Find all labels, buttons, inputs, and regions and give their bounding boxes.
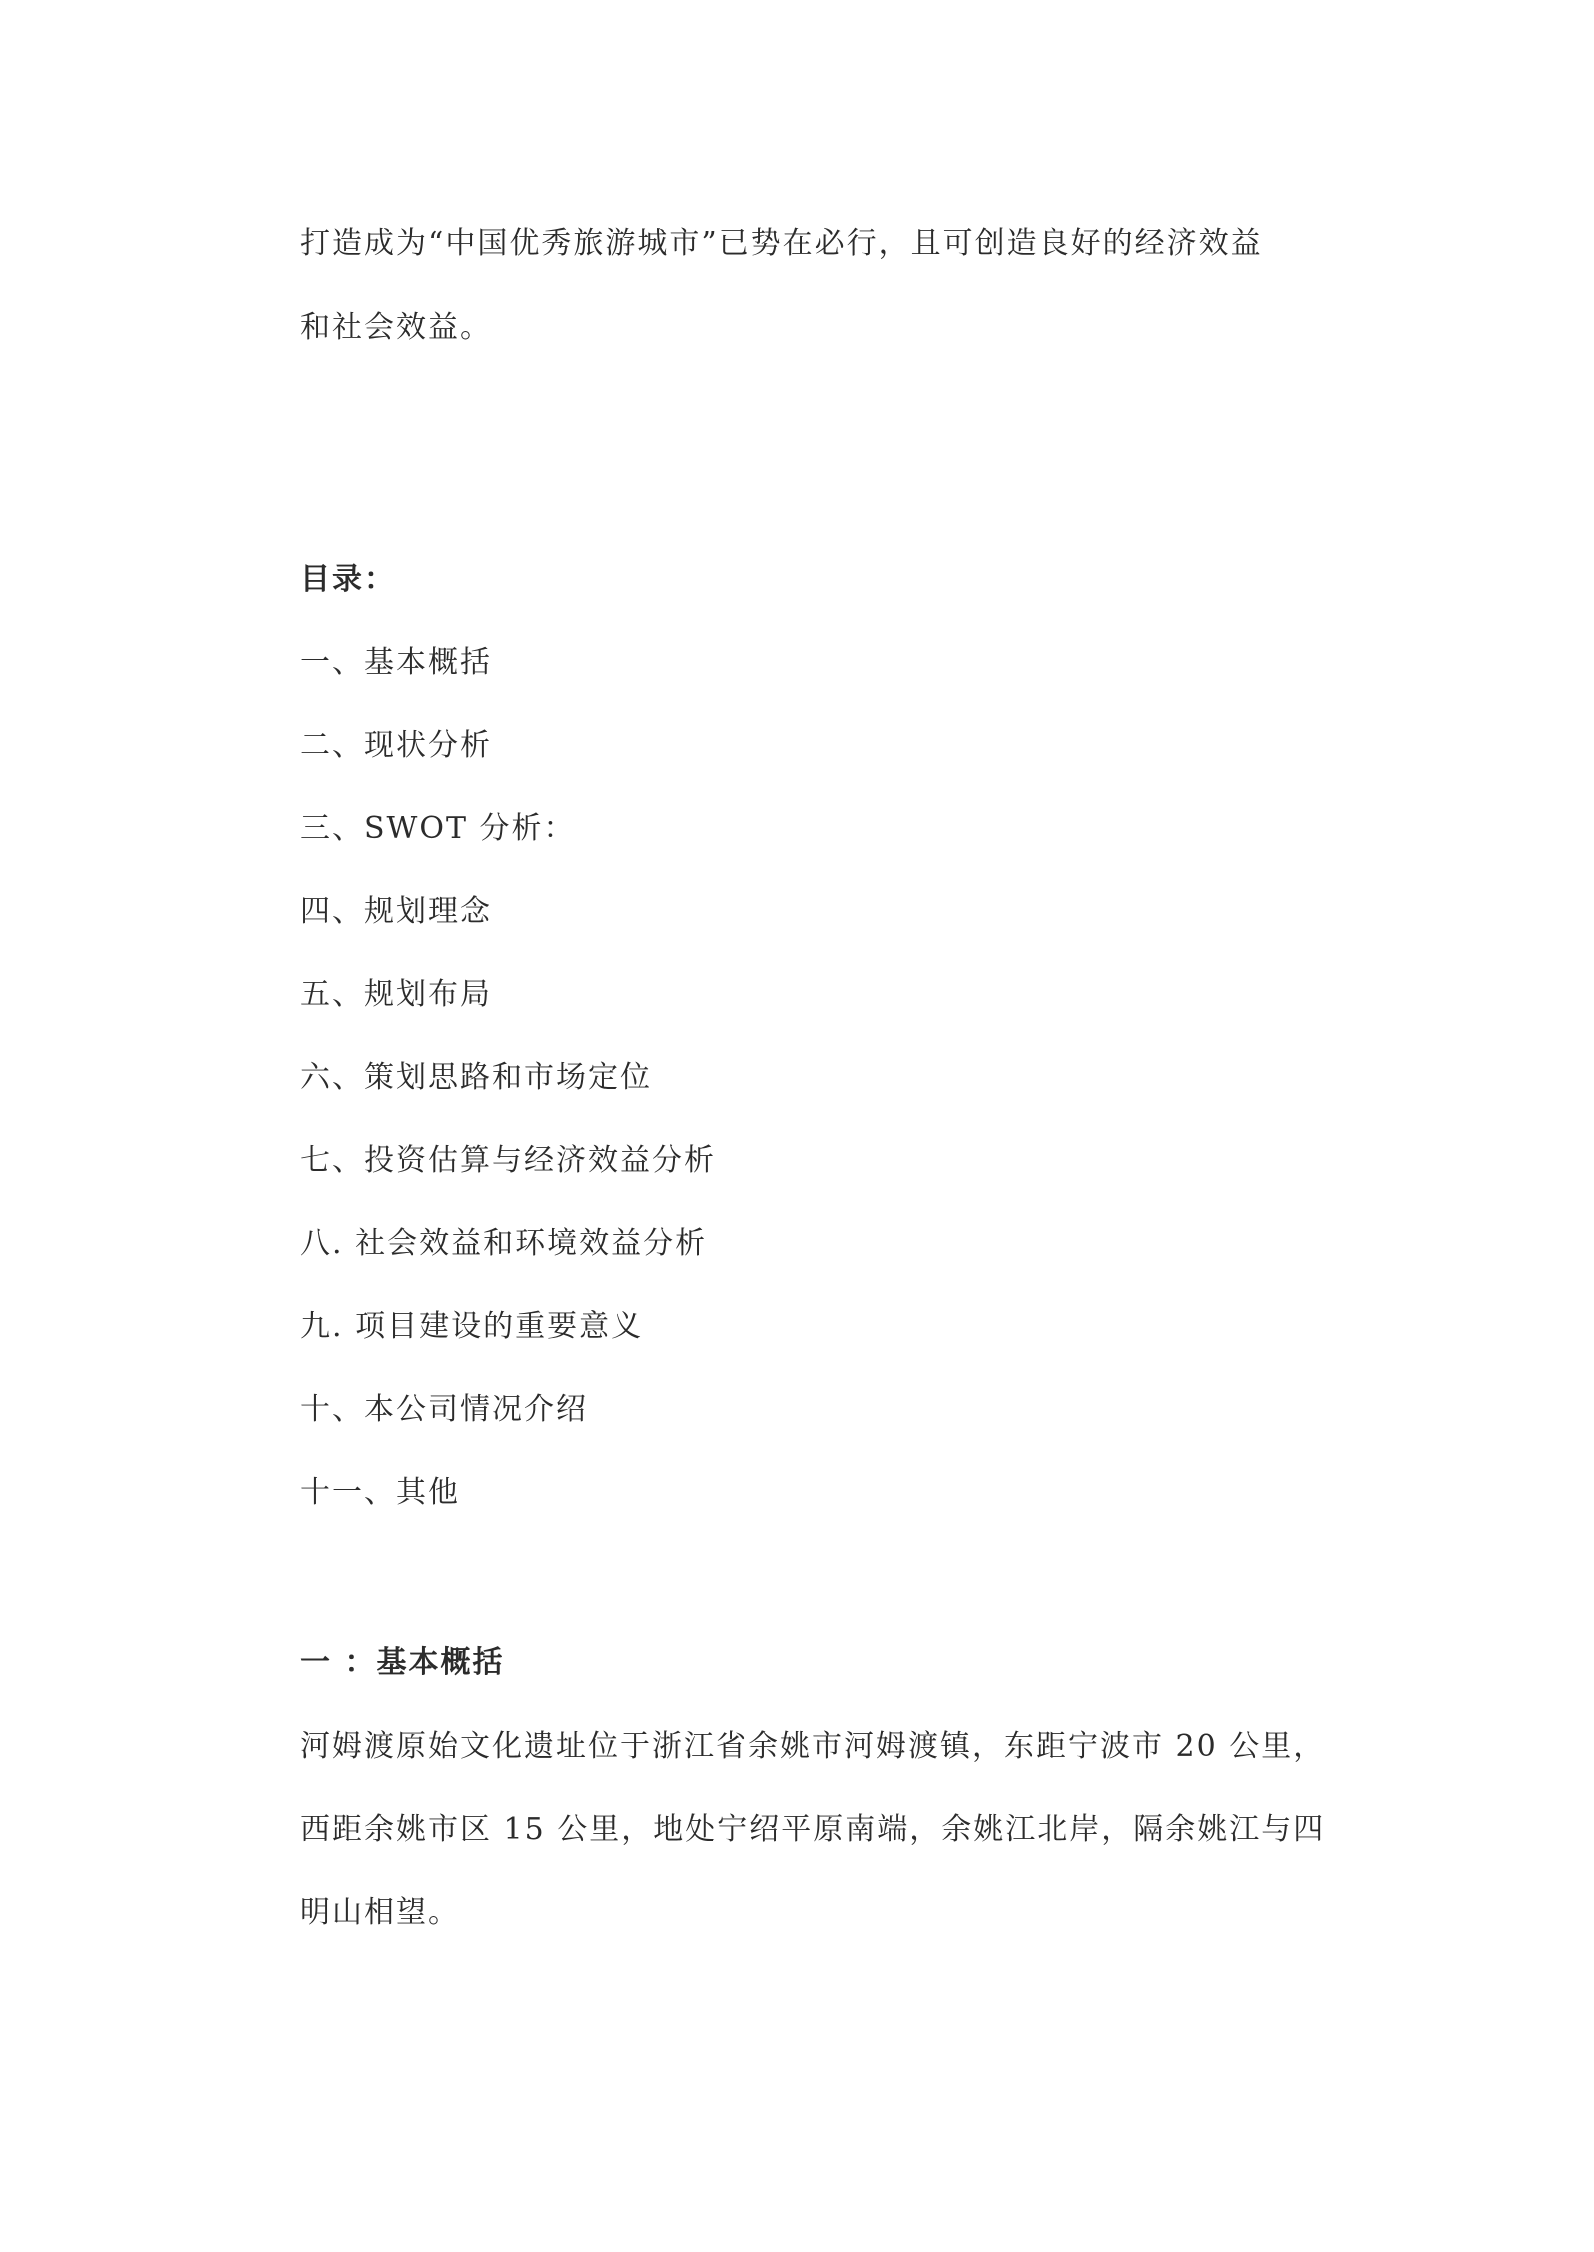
toc-item: 九. 项目建设的重要意义 [300, 1309, 644, 1344]
intro-line-2: 和社会效益。 [300, 310, 492, 345]
toc-item: 十、本公司情况介绍 [300, 1392, 588, 1427]
toc-item: 二、现状分析 [300, 728, 492, 763]
paragraph-line: 西距余姚市区 15 公里，地处宁绍平原南端，余姚江北岸，隔余姚江与四 [300, 1812, 1326, 1847]
toc-item: 一、基本概括 [300, 645, 492, 680]
paragraph-line: 明山相望。 [300, 1895, 460, 1930]
intro-line-1: 打造成为“中国优秀旅游城市”已势在必行，且可创造良好的经济效益 [300, 226, 1263, 261]
toc-item: 六、策划思路和市场定位 [300, 1060, 652, 1095]
toc-item: 三、SWOT 分析： [300, 811, 576, 846]
toc-item: 十一、其他 [300, 1475, 460, 1510]
paragraph-line: 河姆渡原始文化遗址位于浙江省余姚市河姆渡镇，东距宁波市 20 公里， [300, 1729, 1326, 1764]
toc-item: 四、规划理念 [300, 894, 492, 929]
toc-item: 五、规划布局 [300, 977, 492, 1012]
section-heading: 一 ：基本概括 [300, 1645, 505, 1680]
toc-item: 七、投资估算与经济效益分析 [300, 1143, 716, 1178]
toc-title: 目录： [300, 562, 396, 597]
toc-item: 八. 社会效益和环境效益分析 [300, 1226, 708, 1261]
